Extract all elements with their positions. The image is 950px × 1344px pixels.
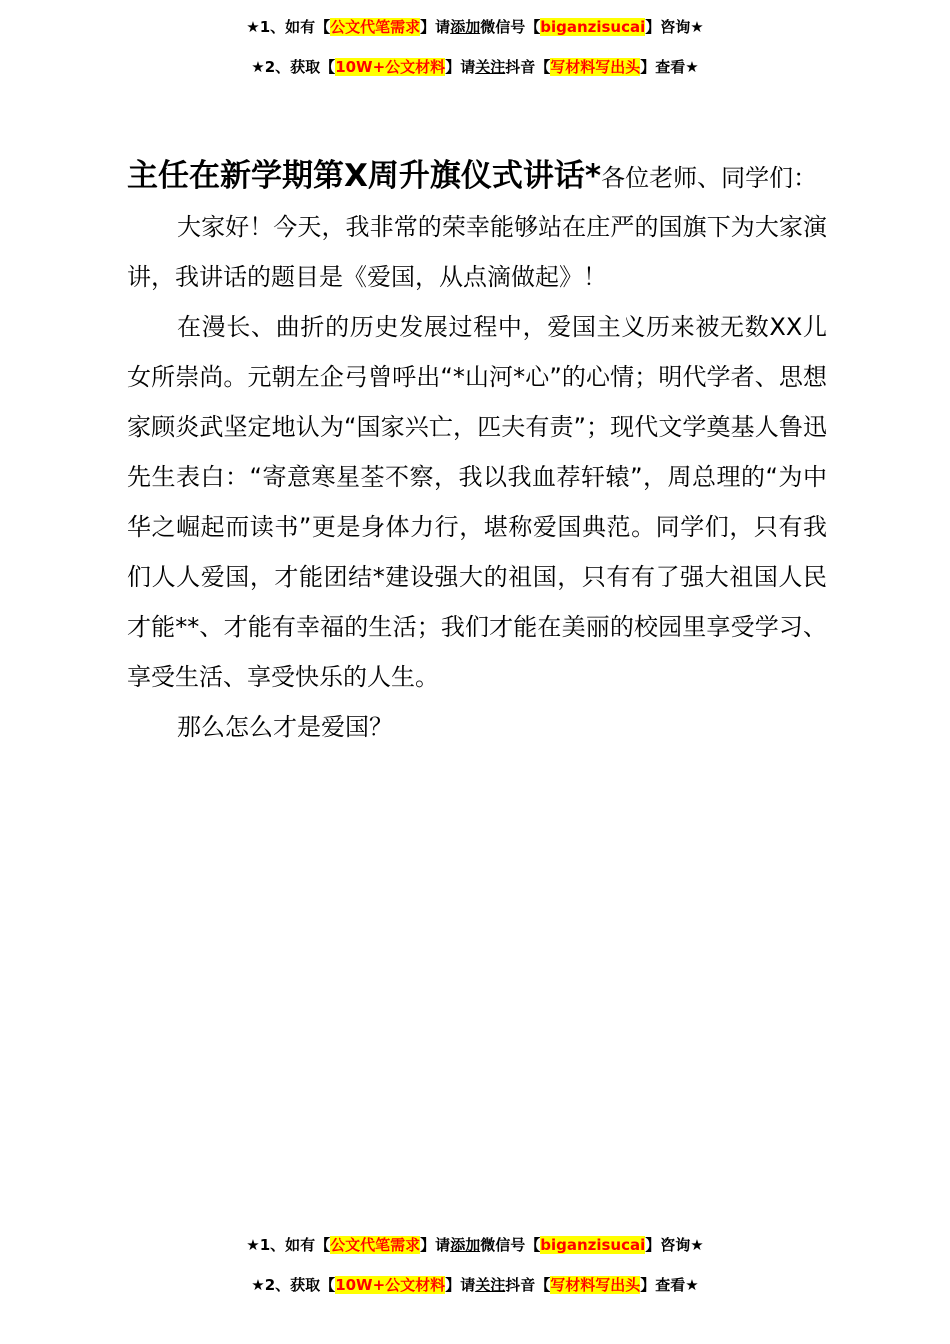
banner-highlight: 10W+公文材料: [335, 1276, 446, 1294]
banner-text: 】查看★: [640, 1276, 699, 1294]
footer-banner: [0, 1234, 950, 1296]
banner-highlight: 写材料写出头: [550, 1276, 641, 1294]
banner-text: 抖音【: [505, 58, 551, 76]
banner-text: 】咨询★: [645, 1236, 704, 1254]
banner-text: 微信号【: [480, 18, 541, 36]
banner-text: ★1、如有【: [246, 1236, 331, 1254]
header-banner: [0, 16, 950, 78]
banner-highlight: biganzisucai: [540, 1236, 646, 1254]
banner-underlined: 添加: [450, 18, 481, 36]
salutation: 各位老师、同学们：: [601, 164, 818, 192]
document-title: [127, 152, 827, 202]
banner-text: 微信号【: [480, 1236, 541, 1254]
banner-underlined: 关注: [475, 58, 506, 76]
banner-line-1: [0, 1234, 950, 1256]
banner-highlight: 写材料写出头: [550, 58, 641, 76]
paragraph-greeting: 大家好！今天，我非常的荣幸能够站在庄严的国旗下为大家演讲，我讲话的题目是《爱国，从点滴做起》！: [127, 213, 827, 291]
banner-text: 】请: [445, 58, 476, 76]
banner-text: 】请: [445, 1276, 476, 1294]
banner-highlight: 公文代笔需求: [330, 18, 421, 36]
banner-text: 】请: [420, 18, 451, 36]
banner-text: ★1、如有【: [246, 18, 331, 36]
banner-underlined: 添加: [450, 1236, 481, 1254]
paragraph-question: 那么怎么才是爱国？: [177, 713, 393, 741]
banner-highlight: 10W+公文材料: [335, 58, 446, 76]
banner-text: 】请: [420, 1236, 451, 1254]
paragraph-history: 在漫长、曲折的历史发展过程中，爱国主义历来被无数XX儿女所崇尚。元朝左企弓曾呼出“*山河*心”的心情；明代学者、思想家顾炎武坚定地认为“国家兴亡，匹夫有责”；现代文学奠基人鲁迅先生表白：“寄意寒星荃不察，我以我血荐轩辕”，周总理的“为中华之崛起而读书”更是身体力行，堪称爱国典范。同学们，只有我们人人爱国，才能团结*建设强大的祖国，只有有了强大祖国人民才能**、才能有幸福的生活；我们才能在美丽的校园里享受学习、享受生活、享受快乐的人生。: [127, 313, 827, 691]
banner-text: 】查看★: [640, 58, 699, 76]
banner-text: 】咨询★: [645, 18, 704, 36]
banner-underlined: 关注: [475, 1276, 506, 1294]
banner-text: 抖音【: [505, 1276, 551, 1294]
banner-highlight: 公文代笔需求: [330, 1236, 421, 1254]
banner-text: ★2、获取【: [251, 58, 336, 76]
banner-text: ★2、获取【: [251, 1276, 336, 1294]
banner-highlight: biganzisucai: [540, 18, 646, 36]
banner-line-2: [0, 1274, 950, 1296]
banner-line-2: [0, 56, 950, 78]
banner-line-1: [0, 16, 950, 38]
document-body: [127, 152, 827, 752]
title-bold: 主任在新学期第X周升旗仪式讲话*: [127, 158, 602, 194]
